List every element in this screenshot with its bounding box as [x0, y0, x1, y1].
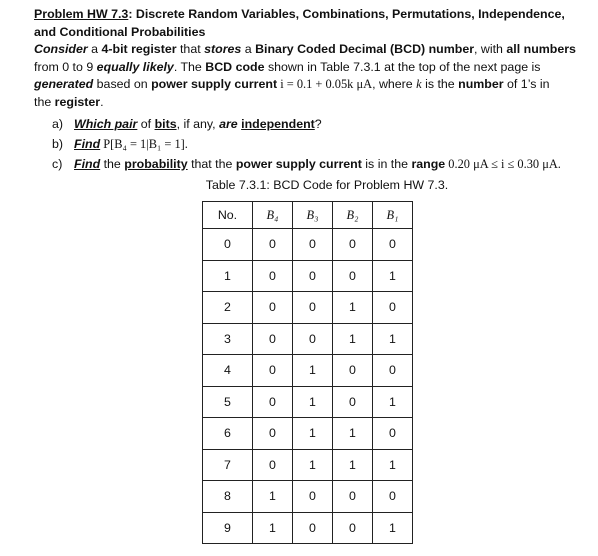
- table-header-row: [203, 202, 413, 229]
- header-b1: B₁: [373, 202, 413, 229]
- table-cell: 0: [203, 229, 253, 261]
- problem-number: Problem HW 7.3: [34, 7, 129, 21]
- table-cell: 8: [203, 481, 253, 513]
- table-cell: 0: [293, 260, 333, 292]
- table-row: [203, 229, 413, 261]
- table-cell: 1: [333, 449, 373, 481]
- table-row: [203, 449, 413, 481]
- table-cell: 0: [253, 449, 293, 481]
- part-c: c) Find the probability that the power supply current is in the range 0.20 μA ≤ i ≤ 0.30 μA.: [52, 156, 561, 171]
- table-cell: 1: [333, 292, 373, 324]
- header-no: No.: [203, 202, 253, 229]
- table-row: [203, 512, 413, 544]
- problem-heading-line2: and Conditional Probabilities: [34, 24, 206, 39]
- table-cell: 0: [253, 355, 293, 387]
- bcd-table: [202, 201, 413, 544]
- table-cell: 1: [333, 418, 373, 450]
- table-cell: 1: [373, 386, 413, 418]
- table-cell: 1: [333, 323, 373, 355]
- table-cell: 1: [203, 260, 253, 292]
- table-cell: 0: [373, 355, 413, 387]
- table-cell: 0: [293, 323, 333, 355]
- table-cell: 0: [253, 418, 293, 450]
- table-cell: 1: [373, 260, 413, 292]
- header-b2: B₂: [333, 202, 373, 229]
- problem-document: [34, 6, 590, 193]
- table-cell: 0: [253, 386, 293, 418]
- table-cell: 1: [253, 512, 293, 544]
- table-cell: 0: [293, 229, 333, 261]
- table-row: [203, 481, 413, 513]
- table-row: [203, 418, 413, 450]
- table-cell: 1: [373, 449, 413, 481]
- table-cell: 3: [203, 323, 253, 355]
- table-cell: 6: [203, 418, 253, 450]
- problem-title-part1: : Discrete Random Variables, Combinations, Permutations, Independence,: [128, 7, 565, 21]
- table-cell: 0: [293, 481, 333, 513]
- table-cell: 0: [253, 229, 293, 261]
- question-parts: [34, 114, 590, 174]
- table-cell: 1: [373, 512, 413, 544]
- problem-statement: Consider a 4-bit register that stores a Binary Coded Decimal (BCD) number, with all numbers from 0 to 9 equally likely. The BCD code shown in Table 7.3.1 at the top of the next page is generated based on power supply current i = 0.1 + 0.05k μA, where k is the number of 1’s in the register.: [34, 42, 576, 109]
- table-cell: 5: [203, 386, 253, 418]
- table-cell: 0: [373, 292, 413, 324]
- table-cell: 0: [373, 481, 413, 513]
- table-cell: 0: [293, 292, 333, 324]
- table-cell: 0: [333, 229, 373, 261]
- table-row: [203, 292, 413, 324]
- table-cell: 0: [373, 418, 413, 450]
- table-cell: 2: [203, 292, 253, 324]
- table-cell: 1: [293, 449, 333, 481]
- table-cell: 1: [253, 481, 293, 513]
- header-b4: B₄: [253, 202, 293, 229]
- table-cell: 0: [333, 386, 373, 418]
- problem-heading: [34, 6, 590, 24]
- table-cell: 1: [293, 386, 333, 418]
- table-cell: 0: [253, 292, 293, 324]
- table-cell: 0: [333, 512, 373, 544]
- table-cell: 0: [373, 229, 413, 261]
- table-cell: 0: [333, 260, 373, 292]
- table-row: [203, 323, 413, 355]
- table-row: [203, 355, 413, 387]
- header-b3: B₃: [293, 202, 333, 229]
- table-cell: 0: [333, 355, 373, 387]
- table-cell: 0: [253, 260, 293, 292]
- table-cell: 0: [253, 323, 293, 355]
- part-a: a) Which pair of bits, if any, are independent?: [52, 116, 322, 131]
- table-row: [203, 260, 413, 292]
- table-cell: 1: [373, 323, 413, 355]
- table-cell: 0: [333, 481, 373, 513]
- table-cell: 7: [203, 449, 253, 481]
- table-cell: 1: [293, 418, 333, 450]
- table-caption: Table 7.3.1: BCD Code for Problem HW 7.3.: [205, 177, 449, 192]
- table-cell: 4: [203, 355, 253, 387]
- table-cell: 0: [293, 512, 333, 544]
- table-row: [203, 386, 413, 418]
- table-cell: 9: [203, 512, 253, 544]
- part-b: b) Find P[B₄ = 1|B₁ = 1].: [52, 136, 188, 151]
- table-cell: 1: [293, 355, 333, 387]
